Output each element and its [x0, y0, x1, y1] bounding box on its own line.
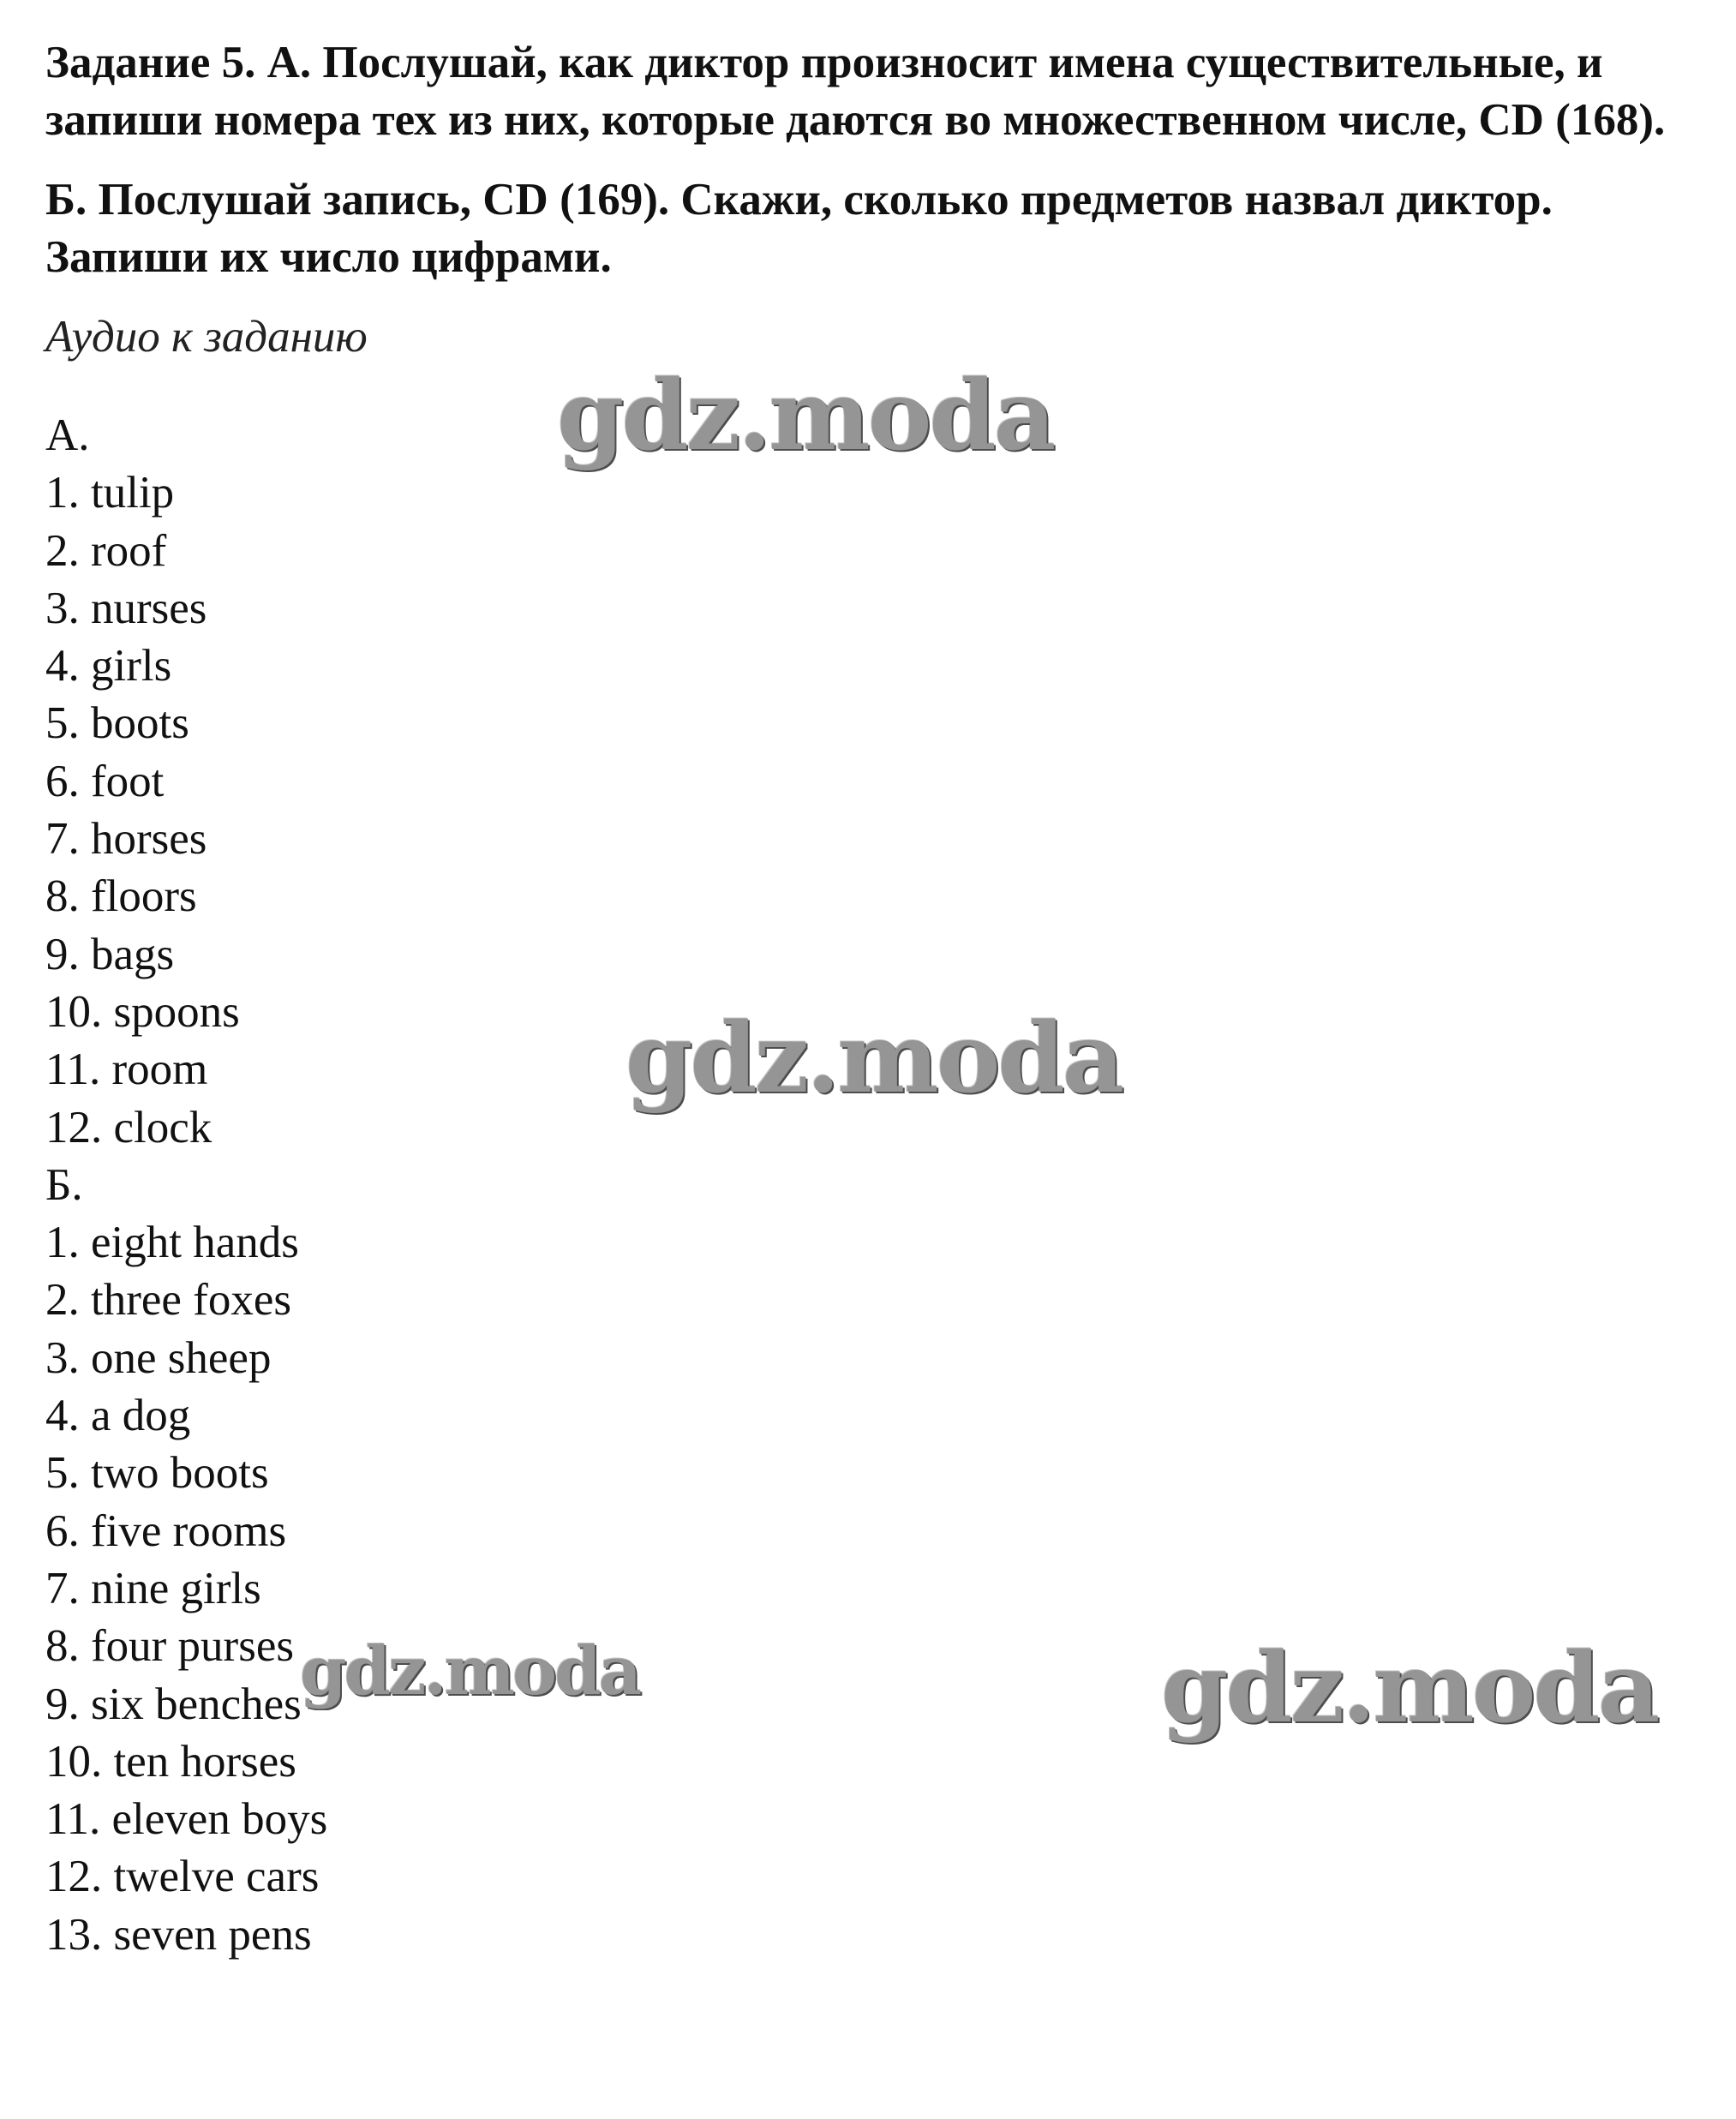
list-item: 5. two boots — [45, 1448, 269, 1499]
watermark: gdz.moda — [1161, 1632, 1658, 1745]
watermark: gdz.moda — [626, 1003, 1122, 1115]
list-item: 3. nurses — [45, 583, 207, 633]
list-item: 11. room — [45, 1045, 208, 1095]
list-item: 6. five rooms — [45, 1505, 287, 1556]
list-item: 11. eleven boys — [45, 1794, 328, 1845]
list-item: 10. spoons — [45, 986, 240, 1037]
list-item: 5. boots — [45, 698, 189, 749]
section-b-list — [45, 1214, 1725, 1964]
watermark: gdz.moda — [300, 1632, 640, 1710]
list-item: 4. a dog — [45, 1391, 191, 1441]
watermark: gdz.moda — [557, 360, 1054, 472]
list-item: 6. foot — [45, 756, 165, 806]
section-b — [45, 1157, 1725, 1964]
list-item: 1. eight hands — [45, 1218, 299, 1268]
list-item: 7. nine girls — [45, 1563, 261, 1613]
audio-link[interactable]: Аудио к заданию — [45, 312, 368, 362]
task-part-b-text: Б. Послушай запись, CD (169). Скажи, сколько предметов назвал диктор. Запиши их число цифрами. — [45, 175, 1553, 282]
list-item: 9. bags — [45, 929, 175, 979]
list-item: 2. roof — [45, 525, 167, 576]
list-item: 8. four purses — [45, 1621, 294, 1672]
list-item: 13. seven pens — [45, 1909, 312, 1960]
list-item: 4. girls — [45, 641, 172, 691]
section-a-letter: А. — [45, 410, 90, 460]
list-item: 12. clock — [45, 1102, 213, 1152]
task-part-a-text: Задание 5. А. Послушай, как диктор произносит имена существительные, и запиши номера тех из них, которые даются во множественном числе, CD (168). — [45, 38, 1666, 145]
list-item: 9. six benches — [45, 1679, 302, 1729]
list-item: 10. ten horses — [45, 1736, 296, 1787]
list-item: 8. floors — [45, 871, 197, 922]
list-item: 12. twelve cars — [45, 1852, 320, 1902]
list-item: 1. tulip — [45, 468, 175, 518]
list-item: 3. one sheep — [45, 1332, 272, 1383]
list-item: 7. horses — [45, 814, 207, 865]
section-b-letter: Б. — [45, 1159, 83, 1210]
list-item: 2. three foxes — [45, 1275, 291, 1326]
